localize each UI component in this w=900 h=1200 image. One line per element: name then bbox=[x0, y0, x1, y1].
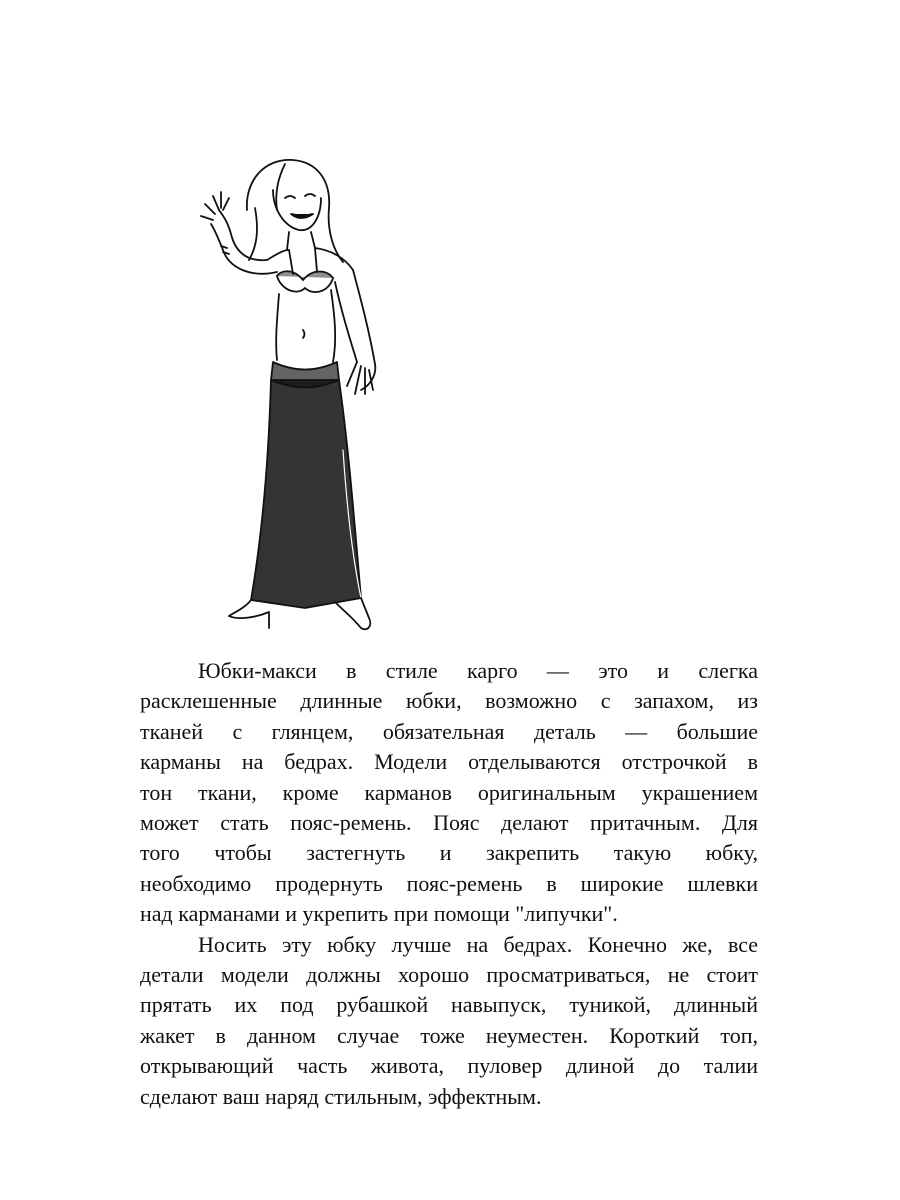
text-line: над карманами и укрепить при помощи "липучки". bbox=[140, 901, 618, 927]
article-text bbox=[140, 656, 758, 1112]
woman-maxi-skirt-illustration bbox=[185, 150, 425, 640]
text-line: расклешенные длинные юбки, возможно с запахом, из bbox=[140, 688, 758, 714]
text-line: Юбки-макси в стиле карго — это и слегка bbox=[198, 658, 758, 683]
text-line: тон ткани, кроме карманов оригинальным украшением bbox=[140, 779, 758, 805]
text-line: открывающий часть живота, пуловер длиной до талии bbox=[140, 1053, 758, 1079]
text-line: того чтобы застегнуть и закрепить такую юбку, bbox=[140, 840, 758, 866]
text-line: может стать пояс-ремень. Пояс делают притачным. Для bbox=[140, 810, 758, 836]
text-line: детали модели должны хорошо просматриваться, не стоит bbox=[140, 962, 758, 988]
text-line: необходимо продернуть пояс-ремень в широкие шлевки bbox=[140, 870, 758, 896]
text-line: Носить эту юбку лучше на бедрах. Конечно же, все bbox=[198, 931, 758, 957]
paragraph-1 bbox=[140, 656, 758, 930]
text-line: прятать их под рубашкой навыпуск, туникой, длинный bbox=[140, 992, 758, 1018]
text-line: жакет в данном случае тоже неуместен. Короткий топ, bbox=[140, 1022, 758, 1048]
text-line: тканей с глянцем, обязательная деталь — большие bbox=[140, 718, 758, 744]
text-line: карманы на бедрах. Модели отделываются отстрочкой в bbox=[140, 749, 758, 775]
paragraph-2 bbox=[140, 930, 758, 1112]
text-line: сделают ваш наряд стильным, эффектным. bbox=[140, 1083, 542, 1109]
